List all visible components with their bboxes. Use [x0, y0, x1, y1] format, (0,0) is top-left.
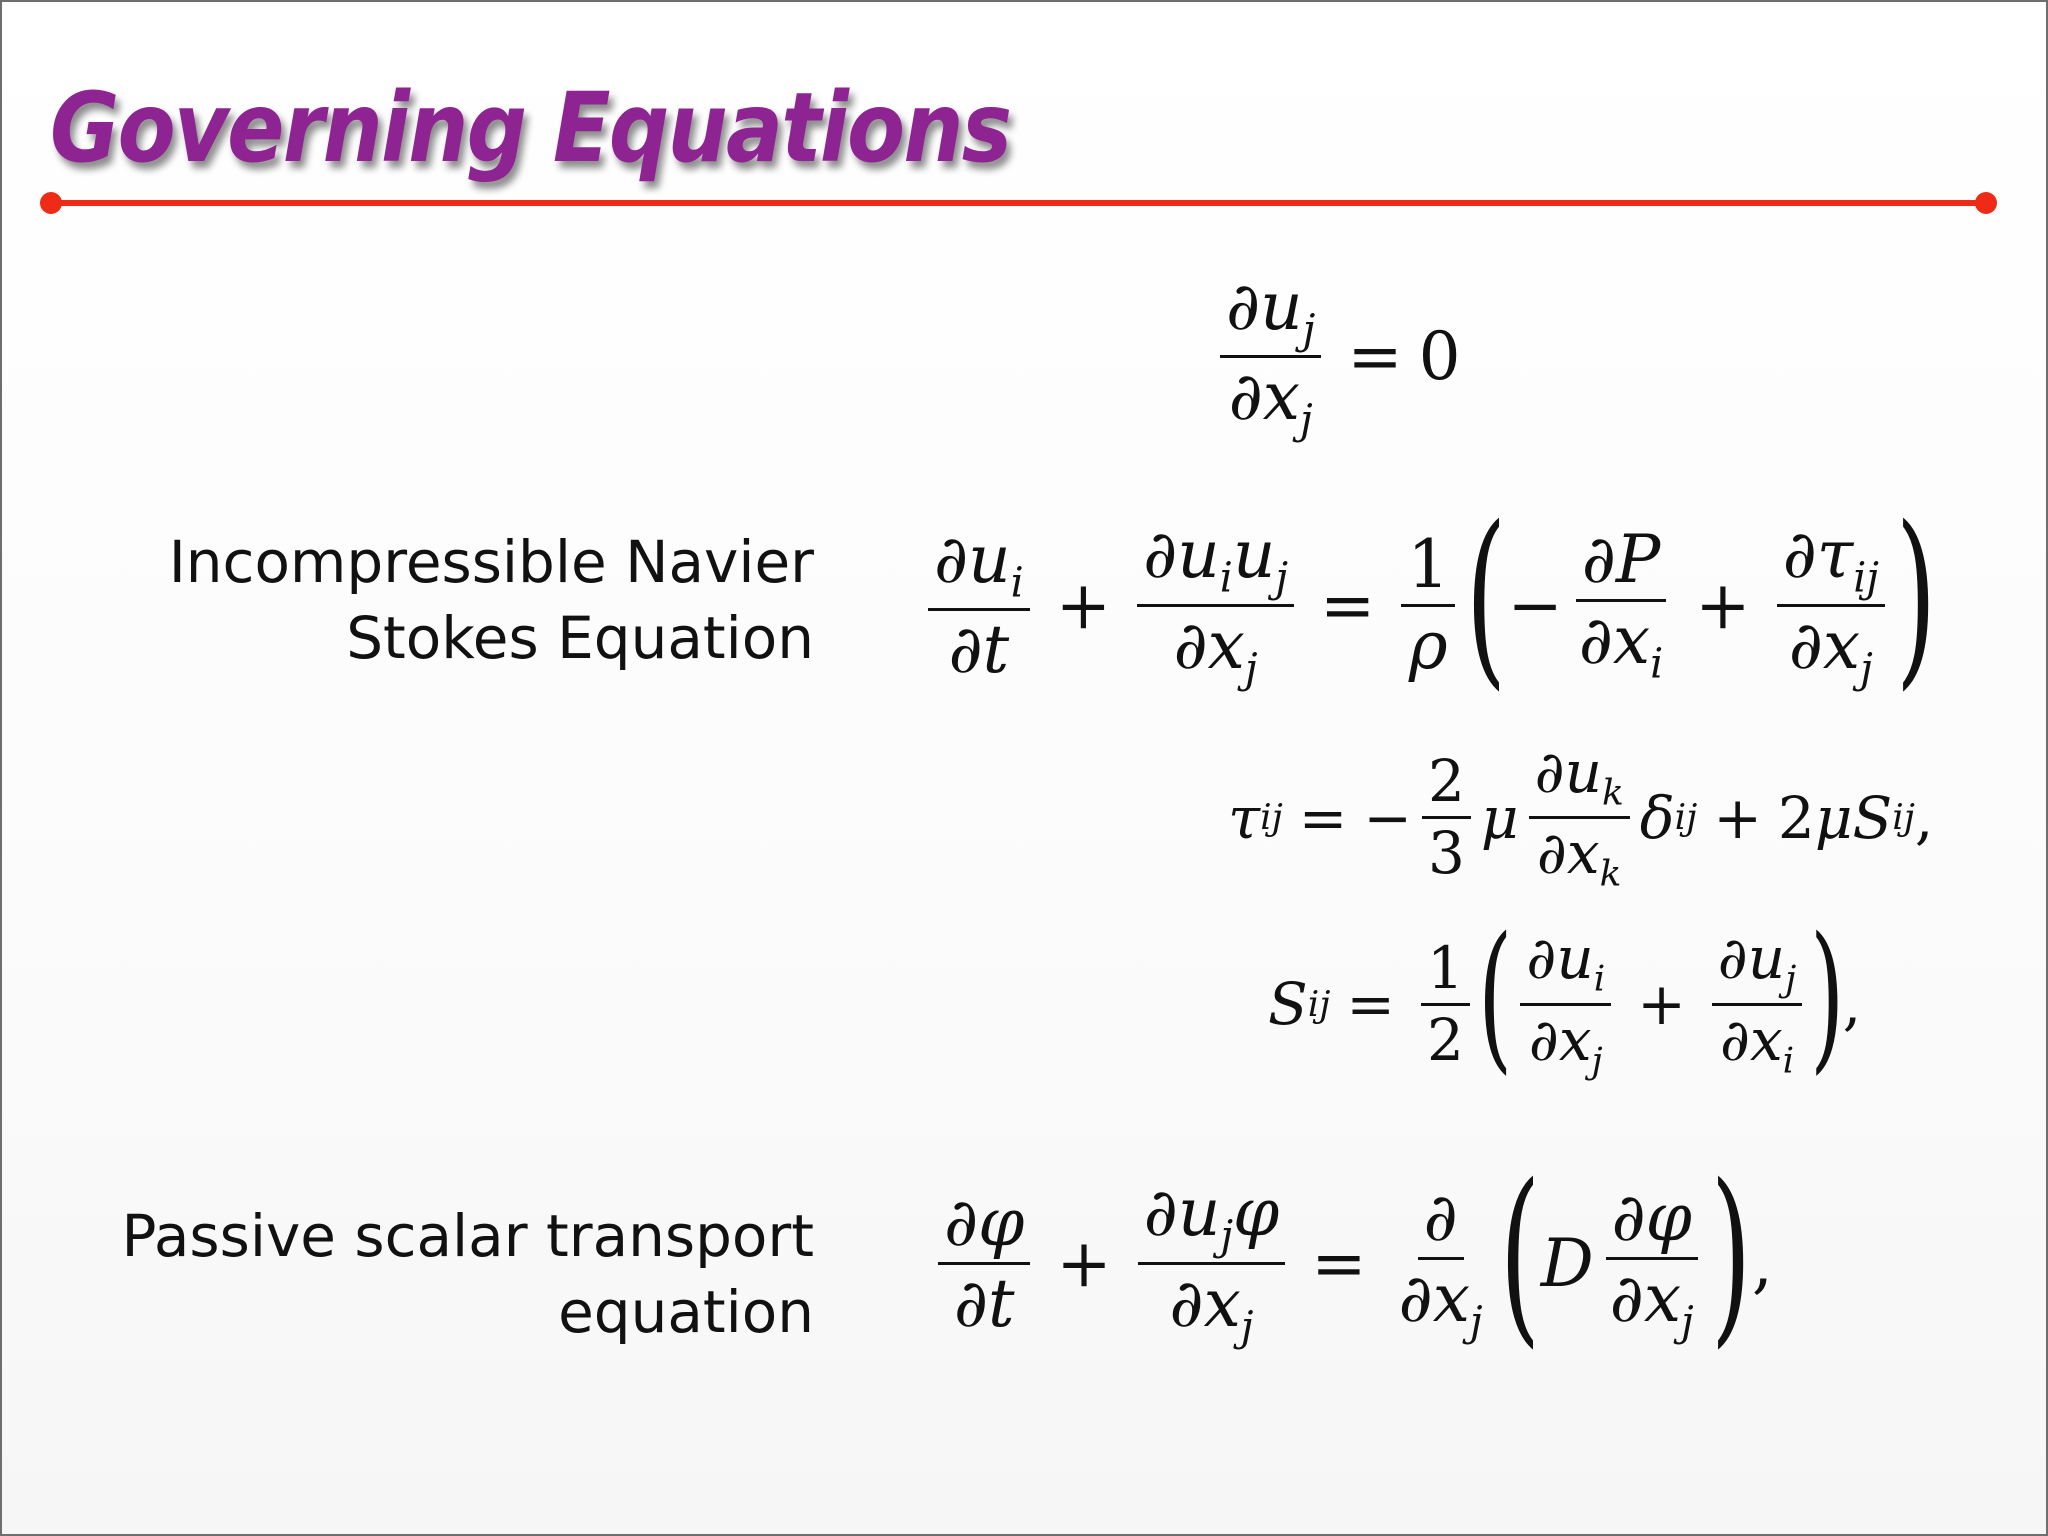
stress-tensor-equation: τ ij = − $\frac{2}{3}$ μ $\frac{\partial u_k}{\partial x_k}$ δ ij + 2μS ij ,	[1228, 738, 1934, 895]
label-line: Passive scalar transport	[121, 1202, 814, 1270]
continuity-equation: $\frac{\partial u_j}{\partial x_j}$ = 0	[1210, 272, 1461, 442]
rule-left-dot	[40, 192, 62, 214]
rule-right-dot	[1975, 192, 1997, 214]
label-line: Incompressible Navier	[168, 528, 814, 596]
strain-rate-equation: S ij = $\frac{1}{2}$ ( $\frac{\partial u_i}{\partial x_j}$ + $\frac{\partial u_j}{\partial x_i}$ ) ,	[1268, 902, 1862, 1089]
label-line: Stokes Equation	[346, 604, 814, 672]
title-rule	[50, 200, 1986, 206]
fraction: $\frac{\partial u_j}{\partial x_j}$	[1220, 272, 1321, 442]
navier-stokes-label	[94, 524, 814, 676]
scalar-transport-equation: $\frac{\partial\varphi}{\partial t}$ + $\frac{\partial u_j\varphi}{\partial x_j}$ = $\frac{\partial}{\partial x_j}$ ( D $\frac{\partial\varphi}{\partial x_j}$ ) ,	[928, 1168, 1773, 1358]
scalar-transport-label	[94, 1198, 814, 1350]
slide-title: Governing Equations	[50, 72, 1011, 184]
label-line: equation	[558, 1278, 814, 1346]
navier-stokes-equation: $\frac{\partial u_i}{\partial t}$ + $\frac{\partial u_iu_j}{\partial x_j}$ = $\frac{1}{\rho}$ ( − $\frac{\partial P}{\partial x_i}$ + $\frac{\partial\tau_{ij}}{\partial x_j}$ )	[918, 510, 1937, 700]
